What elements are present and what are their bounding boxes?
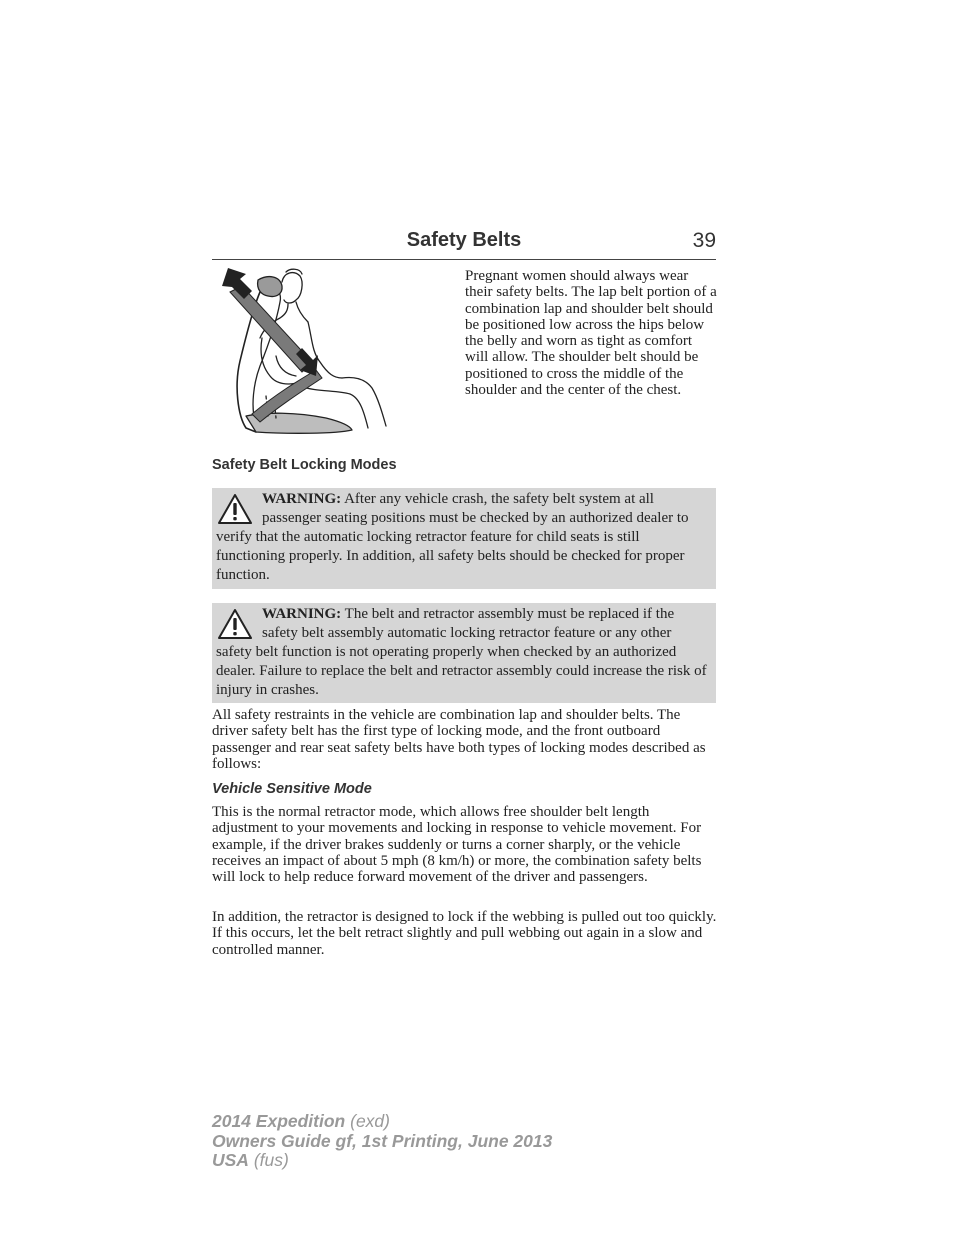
footer-line-edition: Owners Guide gf, 1st Printing, June 2013 bbox=[212, 1130, 553, 1151]
warning-triangle-icon bbox=[218, 608, 252, 640]
vehicle-sensitive-paragraph: This is the normal retractor mode, which allows free shoulder belt length adjustment to your movements and locking in response to vehicle movement. For example, if the driver brakes suddenly or turns a corner sharply, or the vehicle receives an impact of about 5 mph (8 km/h) or more, the combination safety belts will lock to help reduce forward movement of the driver and passengers. bbox=[212, 804, 702, 886]
warning-box bbox=[212, 603, 716, 703]
page-header bbox=[212, 229, 716, 260]
subsection-heading: Vehicle Sensitive Mode bbox=[212, 781, 372, 797]
warning-body: The belt and retractor assembly must be replaced if the safety belt assembly automatic locking retractor feature or any other safety belt function is not operating properly when checked by an authorized dealer. Failure to replace the belt and retractor assembly could increase the risk of injury in crashes. bbox=[216, 606, 707, 698]
pregnant-woman-seatbelt-illustration bbox=[216, 266, 396, 438]
footer-line-market: USA (fus) bbox=[212, 1150, 289, 1170]
footer-line-model: 2014 Expedition (exd) bbox=[212, 1111, 390, 1131]
page-number: 39 bbox=[692, 229, 716, 252]
page-title: Safety Belts bbox=[406, 229, 522, 251]
warning-label: WARNING: bbox=[262, 491, 342, 507]
warning-text bbox=[216, 490, 708, 585]
warning-text bbox=[216, 605, 708, 700]
warning-box bbox=[212, 488, 716, 589]
warning-body: After any vehicle crash, the safety belt system at all passenger seating positions must be checked by an authorized dealer to verify that the automatic locking retractor feature for child seats is still functioning properly. In addition, all safety belts should be checked for proper function. bbox=[216, 491, 689, 583]
retractor-paragraph: In addition, the retractor is designed to lock if the webbing is pulled out too quickly. If this occurs, let the belt retract slightly and pull webbing out again in a slow and controlled manner. bbox=[212, 909, 717, 958]
restraints-paragraph: All safety restraints in the vehicle are combination lap and shoulder belts. The driver safety belt has the first type of locking mode, and the front outboard passenger and rear seat safety belts have both types of locking modes described as follows: bbox=[212, 707, 706, 772]
warning-label: WARNING: bbox=[262, 606, 342, 622]
section-heading: Safety Belt Locking Modes bbox=[212, 457, 397, 473]
intro-paragraph: Pregnant women should always wear their safety belts. The lap belt portion of a combination lap and shoulder belt should be positioned low across the hips below the belly and worn as tight as comfort will allow. The shoulder belt should be positioned to cross the middle of the shoulder and the center of the chest. bbox=[465, 268, 717, 399]
page-footer bbox=[212, 1112, 552, 1171]
warning-triangle-icon bbox=[218, 493, 252, 525]
